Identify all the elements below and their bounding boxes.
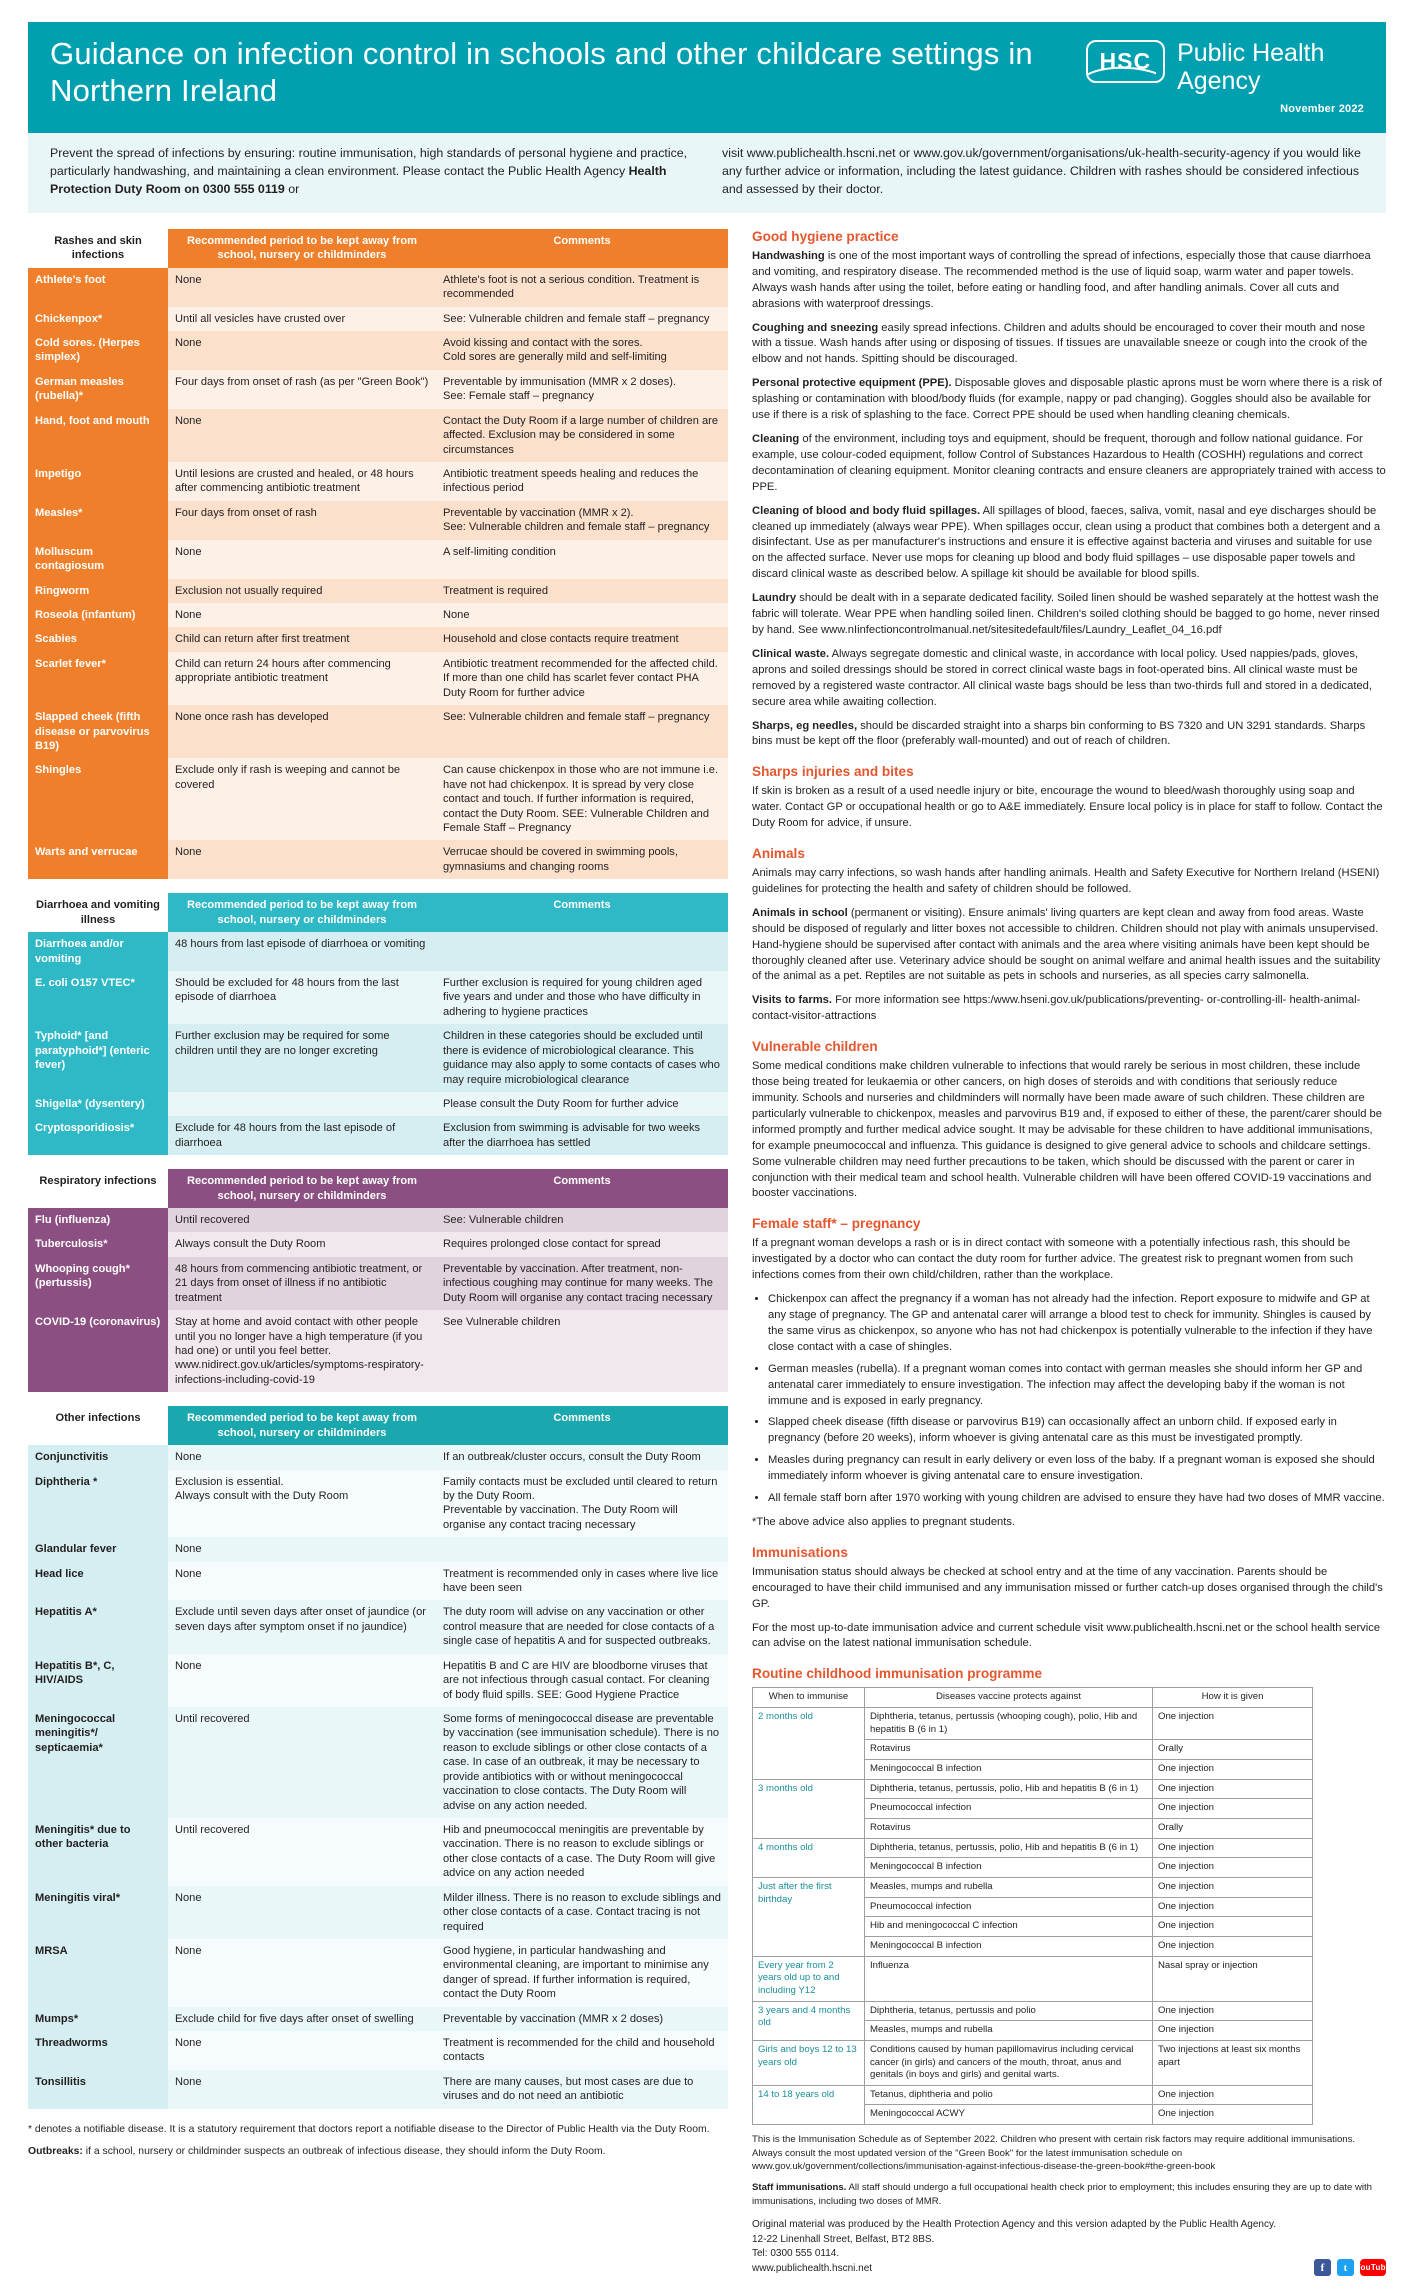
immunisation-column-header: How it is given bbox=[1153, 1688, 1313, 1708]
immunisation-disease: Rotavirus bbox=[865, 1740, 1153, 1760]
paragraph-lead: Animals in school bbox=[752, 906, 848, 919]
guidance-bullet-list bbox=[752, 1292, 1386, 1507]
section-title: Diarrhoea and vomiting illness bbox=[36, 899, 160, 926]
immunisation-disease: Measles, mumps and rubella bbox=[865, 1877, 1153, 1897]
condition-name: MRSA bbox=[28, 1939, 168, 2007]
table-row bbox=[28, 1257, 728, 1310]
table-row bbox=[28, 627, 728, 651]
social-links bbox=[1314, 2259, 1391, 2276]
immunisation-route: One injection bbox=[1153, 1779, 1313, 1799]
table-row bbox=[28, 1310, 728, 1392]
paragraph-lead: Cleaning bbox=[752, 433, 800, 446]
immunisation-disease: Diphtheria, tetanus, pertussis, polio, Hib and hepatitis B (6 in 1) bbox=[865, 1838, 1153, 1858]
immunisation-disease: Diphtheria, tetanus, pertussis (whooping cough), polio, Hib and hepatitis B (6 in 1) bbox=[865, 1708, 1153, 1740]
condition-name: Head lice bbox=[28, 1562, 168, 1601]
section-title: Respiratory infections bbox=[39, 1175, 157, 1188]
condition-name: Scarlet fever* bbox=[28, 652, 168, 705]
immunisation-route: One injection bbox=[1153, 1897, 1313, 1917]
table-row bbox=[28, 2007, 728, 2031]
comments: Preventable by immunisation (MMR x 2 doses). See: Female staff – pregnancy bbox=[436, 370, 728, 409]
list-item: • Slapped cheek disease (fifth disease or parvovirus B19) can occasionally affect an unborn child. If exposed early in pregnancy (before 20 weeks), inform whoever is giving antenatal care as this must be investigated promptly. bbox=[768, 1415, 1386, 1447]
table-row bbox=[28, 1886, 728, 1939]
staff-immunisations bbox=[752, 2181, 1386, 2208]
comments: Antibiotic treatment recommended for the affected child. If more than one child has scarlet fever contact PHA Duty Room for further advice bbox=[436, 652, 728, 705]
immunisation-age: 2 months old bbox=[753, 1708, 865, 1780]
immunisation-age: 14 to 18 years old bbox=[753, 2085, 865, 2124]
comments: Children in these categories should be excluded until there is evidence of microbiological clearance. This guidance may also apply to some contacts of cases who may require microbiological clearance bbox=[436, 1024, 728, 1092]
immunisation-disease: Rotavirus bbox=[865, 1818, 1153, 1838]
comments: A self-limiting condition bbox=[436, 540, 728, 579]
conditions-table-diarrhoea bbox=[28, 893, 728, 1155]
condition-name: Chickenpox* bbox=[28, 307, 168, 331]
conditions-table-rashes bbox=[28, 229, 728, 879]
condition-name: Conjunctivitis bbox=[28, 1445, 168, 1469]
immunisation-route: Orally bbox=[1153, 1740, 1313, 1760]
immunisation-route: One injection bbox=[1153, 1877, 1313, 1897]
guidance-section-title: Good hygiene practice bbox=[752, 228, 899, 244]
staff-immunisations-label: Staff immunisations. bbox=[752, 2182, 847, 2194]
guidance-paragraph: For the most up-to-date immunisation advice and current schedule visit www.publichealth.hscni.net or the school health service can advise on the latest national immunisation schedule. bbox=[752, 1621, 1381, 1650]
table-row bbox=[28, 540, 728, 579]
exclusion-period: None bbox=[168, 331, 436, 370]
paragraph-lead: Sharps, eg needles, bbox=[752, 719, 858, 732]
comments: Preventable by vaccination. After treatment, non-infectious coughing may continue for many weeks. The Duty Room will organise any contact tracing necessary bbox=[436, 1257, 728, 1310]
exclusion-period: Four days from onset of rash (as per "Green Book") bbox=[168, 370, 436, 409]
guidance-section-title: Female staff* – pregnancy bbox=[752, 1216, 921, 1232]
condition-name: Molluscum contagiosum bbox=[28, 540, 168, 579]
exclusion-period: None bbox=[168, 2031, 436, 2070]
column-header: Recommended period to be kept away from school, nursery or childminders bbox=[168, 1169, 436, 1208]
immunisation-row bbox=[753, 1877, 1313, 1897]
condition-name: Whooping cough* (pertussis) bbox=[28, 1257, 168, 1310]
table-header-row bbox=[28, 1169, 728, 1208]
comments: See: Vulnerable children and female staff – pregnancy bbox=[436, 307, 728, 331]
paragraph-lead: Visits to farms. bbox=[752, 994, 833, 1007]
comments bbox=[436, 932, 728, 971]
guidance-paragraph: Animals may carry infections, so wash hands after handling animals. Health and Safety Executive for Northern Ireland (HSENI) guidelines for protecting the health and safety of children should be followed. bbox=[752, 867, 1380, 895]
condition-name: Tonsillitis bbox=[28, 2070, 168, 2109]
exclusion-period: Exclude for 48 hours from the last episode of diarrhoea bbox=[168, 1116, 436, 1155]
table-block-other bbox=[28, 1406, 728, 2108]
immunisation-disease: Hib and meningococcal C infection bbox=[865, 1917, 1153, 1937]
table-header-row bbox=[28, 1406, 728, 1445]
table-row bbox=[28, 2031, 728, 2070]
condition-name: Threadworms bbox=[28, 2031, 168, 2070]
immunisation-row bbox=[753, 1838, 1313, 1858]
immunisation-disease: Pneumococcal infection bbox=[865, 1799, 1153, 1819]
table-row bbox=[28, 1024, 728, 1092]
condition-name: Shingles bbox=[28, 758, 168, 840]
guidance-footnote: *The above advice also applies to pregnant students. bbox=[752, 1515, 1016, 1528]
comments: Some forms of meningococcal disease are preventable by vaccination (see immunisation schedule). There is no reason to exclude siblings or other close contacts of a case. In case of an outbreak, it may be necessary to provide antibiotics with or without meningococcal vaccination to close contacts. The Duty Room will advise on any action needed. bbox=[436, 1707, 728, 1818]
table-row bbox=[28, 758, 728, 840]
exclusion-period: Exclude until seven days after onset of jaundice (or seven days after symptom onset if no jaundice) bbox=[168, 1600, 436, 1653]
exclusion-period: None bbox=[168, 1537, 436, 1561]
condition-name: Measles* bbox=[28, 501, 168, 540]
condition-name: Impetigo bbox=[28, 462, 168, 501]
staff-immunisations-text: All staff should undergo a full occupational health check prior to employment; this includes ensuring they are up to date with immunisations, including two doses of MMR. bbox=[752, 2182, 1373, 2207]
condition-name: Mumps* bbox=[28, 2007, 168, 2031]
table-row bbox=[28, 501, 728, 540]
immunisation-age: Girls and boys 12 to 13 years old bbox=[753, 2040, 865, 2085]
condition-name: Hand, foot and mouth bbox=[28, 409, 168, 462]
comments: Good hygiene, in particular handwashing and environmental cleaning, are important to minimise any danger of spread. If further information is required, contact the Duty Room bbox=[436, 1939, 728, 2007]
condition-name: Diphtheria * bbox=[28, 1470, 168, 1538]
paragraph-lead: Clinical waste. bbox=[752, 647, 830, 660]
table-row bbox=[28, 1232, 728, 1256]
immunisation-disease: Diphtheria, tetanus, pertussis, polio, Hib and hepatitis B (6 in 1) bbox=[865, 1779, 1153, 1799]
column-header: Recommended period to be kept away from school, nursery or childminders bbox=[168, 1406, 436, 1445]
immunisation-programme-title: Routine childhood immunisation programme bbox=[752, 1666, 1043, 1682]
table-row bbox=[28, 1654, 728, 1707]
exclusion-period: None bbox=[168, 2070, 436, 2109]
table-block-diarrhoea bbox=[28, 893, 728, 1155]
comments: Athlete's foot is not a serious condition. Treatment is recommended bbox=[436, 268, 728, 307]
condition-name: Slapped cheek (fifth disease or parvovirus B19) bbox=[28, 705, 168, 758]
condition-name: Warts and verrucae bbox=[28, 840, 168, 879]
immunisation-age: Every year from 2 years old up to and including Y12 bbox=[753, 1956, 865, 2001]
youtube-icon[interactable]: YouTube bbox=[1360, 2259, 1386, 2276]
section-title: Other infections bbox=[55, 1412, 141, 1425]
comments: Further exclusion is required for young children aged five years and under and those who have difficulty in adhering to hygiene practices bbox=[436, 971, 728, 1024]
immunisation-route: One injection bbox=[1153, 2105, 1313, 2125]
comments bbox=[436, 1537, 728, 1561]
table-row bbox=[28, 1116, 728, 1155]
exclusion-period: None bbox=[168, 268, 436, 307]
table-row bbox=[28, 932, 728, 971]
exclusion-period: Child can return after first treatment bbox=[168, 627, 436, 651]
immunisation-disease: Meningococcal B infection bbox=[865, 1936, 1153, 1956]
immunisation-disease: Conditions caused by human papillomavirus including cervical cancer (in girls) and cancers of the mouth, throat, anus and genitals (in boys and girls) and genital warts. bbox=[865, 2040, 1153, 2085]
immunisation-disease: Measles, mumps and rubella bbox=[865, 2021, 1153, 2041]
exclusion-period: None bbox=[168, 840, 436, 879]
table-row bbox=[28, 603, 728, 627]
immunisation-route: One injection bbox=[1153, 2085, 1313, 2105]
table-row bbox=[28, 840, 728, 879]
table-row bbox=[28, 1818, 728, 1886]
page-header bbox=[28, 22, 1386, 133]
guidance-paragraph: Animals in school (permanent or visiting). Ensure animals' living quarters are kept clean and away from food areas. Waste should be disposed of regularly and litter boxes not accessible to children. Children should not play with animals unsupervised. Hand-hygiene should be supervised after contact with animals and the area where visiting animals have been kept should be thoroughly cleaned after use. Veterinary advice should be sought on animal welfare and animal health issues and the suitability of the animal as a pet. Reptiles are not suitable as pets in schools and nurseries, as all species carry salmonella. bbox=[752, 906, 1381, 983]
table-row bbox=[28, 971, 728, 1024]
footnote-outbreaks-label: Outbreaks: bbox=[28, 2146, 83, 2158]
exclusion-period: None bbox=[168, 603, 436, 627]
paragraph-lead: Laundry bbox=[752, 592, 797, 605]
column-header: Recommended period to be kept away from school, nursery or childminders bbox=[168, 229, 436, 268]
guidance-paragraph: Sharps, eg needles, should be discarded straight into a sharps bin conforming to BS 7320 and UN 3291 standards. Sharps bins must be kept off the floor (preferably wall-mounted) and out of reach of children. bbox=[752, 719, 1366, 748]
exclusion-period: Until recovered bbox=[168, 1818, 436, 1886]
exclusion-period: Exclude child for five days after onset of swelling bbox=[168, 2007, 436, 2031]
condition-name: Ringworm bbox=[28, 579, 168, 603]
intro-left: Prevent the spread of infections by ensuring: routine immunisation, high standards of personal hygiene and practice, particularly handwashing, and maintaining a clean environment. Please contact the Public Health Agency Health Protection Duty Room on 0300 555 0119 or bbox=[50, 146, 688, 196]
table-row bbox=[28, 1707, 728, 1818]
guidance-section-title: Animals bbox=[752, 846, 805, 862]
guidance-paragraph: Some medical conditions make children vulnerable to infections that would rarely be serious in most children, these include those being treated for leukaemia or other cancers, on high doses of steroids and with conditions that seriously reduce immunity. Schools and nurseries and childminders will normally have been made aware of such children. These children are particularly vulnerable to chickenpox, measles and parvovirus B19 and, if exposed to either of these, the parent/carer should be informed promptly and further medical advice sought. It may be advisable for these children to have additional immunisations, for example pneumococcal and influenza. This guidance is designed to give general advice to schools and childcare settings. Some vulnerable children may need further precautions to be taken, which should be discussed with the parent or carer in conjunction with their medical team and school health. Vulnerable children will have been offered COVID-19 vaccinations and booster vaccinations. bbox=[752, 1060, 1382, 1200]
table-row bbox=[28, 307, 728, 331]
guidance-paragraph: If a pregnant woman develops a rash or is in direct contact with someone with a potentially infectious rash, this should be investigated by a doctor who can contact the duty room for further advice. The greatest risk to pregnant women from such infections comes from their own child/children, rather than the workplace. bbox=[752, 1237, 1354, 1282]
table-row bbox=[28, 462, 728, 501]
immunisation-row bbox=[753, 2040, 1313, 2085]
table-row bbox=[28, 331, 728, 370]
immunisation-disease: Meningococcal B infection bbox=[865, 1760, 1153, 1780]
exclusion-period: Child can return 24 hours after commencing appropriate antibiotic treatment bbox=[168, 652, 436, 705]
guidance-column bbox=[752, 228, 1391, 2276]
exclusion-period: Until lesions are crusted and healed, or 48 hours after commencing antibiotic treatment bbox=[168, 462, 436, 501]
condition-name: Roseola (infantum) bbox=[28, 603, 168, 627]
org-name: Public Health Agency bbox=[1177, 39, 1325, 95]
immunisation-route: One injection bbox=[1153, 1760, 1313, 1780]
table-block-rashes bbox=[28, 229, 728, 879]
condition-name: Tuberculosis* bbox=[28, 1232, 168, 1256]
exclusion-period: None bbox=[168, 540, 436, 579]
tables-column bbox=[28, 229, 728, 2160]
conditions-table-respiratory bbox=[28, 1169, 728, 1392]
comments: The duty room will advise on any vaccination or other control measure that are needed for close contacts of a single case of hepatitis A and for suspected outbreaks. bbox=[436, 1600, 728, 1653]
table-row bbox=[28, 2070, 728, 2109]
exclusion-period: None bbox=[168, 1939, 436, 2007]
immunisation-route: One injection bbox=[1153, 1917, 1313, 1937]
guidance-paragraph: If skin is broken as a result of a used needle injury or bite, encourage the wound to bleed/wash thoroughly using soap and water. Contact GP or occupational health or go to A&E immediately. Ensure local policy is in place for staff to follow. Contact the Duty Room for advice, if unsure. bbox=[752, 785, 1383, 830]
comments: Can cause chickenpox in those who are not immune i.e. have not had chickenpox. It is spread by very close contact and touch. If further information is required, contact the Duty Room. SEE: Vulnerable Children and Female Staff – Pregnancy bbox=[436, 758, 728, 840]
condition-name: Meningococcal meningitis*/ septicaemia* bbox=[28, 1707, 168, 1818]
condition-name: COVID-19 (coronavirus) bbox=[28, 1310, 168, 1392]
footnote-outbreaks-text: if a school, nursery or childminder suspects an outbreak of infectious disease, they should inform the Duty Room. bbox=[82, 2146, 606, 2158]
column-header: Recommended period to be kept away from school, nursery or childminders bbox=[168, 893, 436, 932]
exclusion-period: Further exclusion may be required for some children until they are no longer excreting bbox=[168, 1024, 436, 1092]
immunisation-disease: Pneumococcal infection bbox=[865, 1897, 1153, 1917]
immunisation-route: One injection bbox=[1153, 1799, 1313, 1819]
table-row bbox=[28, 370, 728, 409]
comments: Hib and pneumococcal meningitis are preventable by vaccination. There is no reason to exclude siblings or other close contacts of a case. The Duty Room will give advice on any action needed bbox=[436, 1818, 728, 1886]
exclusion-period: None once rash has developed bbox=[168, 705, 436, 758]
paragraph-lead: Handwashing bbox=[752, 249, 825, 262]
immunisation-disease: Meningococcal B infection bbox=[865, 1858, 1153, 1878]
comments: Preventable by vaccination (MMR x 2). See: Vulnerable children and female staff – pregnancy bbox=[436, 501, 728, 540]
guidance-paragraph: Clinical waste. Always segregate domestic and clinical waste, in accordance with local policy. Used nappies/pads, gloves, aprons and soiled dressings should be stored in correct clinical waste bags in foot-operated bins. All clinical waste must be removed by a registered waste contractor. All clinical waste bags should be less than two-thirds full and stored in a dedicated, secure area while awaiting collection. bbox=[752, 647, 1372, 708]
table-row bbox=[28, 1562, 728, 1601]
pha-branding bbox=[1086, 36, 1365, 115]
immunisation-row bbox=[753, 2001, 1313, 2021]
comments: See: Vulnerable children and female staff – pregnancy bbox=[436, 705, 728, 758]
hsc-logo-text: HSC bbox=[1099, 48, 1152, 74]
condition-name: Hepatitis B*, C, HIV/AIDS bbox=[28, 1654, 168, 1707]
guidance-paragraph: Handwashing is one of the most important ways of controlling the spread of infections, especially those that cause diarrhoea and vomiting, and respiratory disease. The recommended method is the use of liquid soap, warm water and paper towels. Always wash hands after using the toilet, before eating or handling food, and after handling animals. Cover all cuts and abrasions with waterproof dressings. bbox=[752, 249, 1371, 310]
column-header: Comments bbox=[436, 893, 728, 932]
exclusion-period: Stay at home and avoid contact with other people until you no longer have a high temperature (if you had one) or until you feel better. www.nidirect.gov.uk/articles/symptoms-respiratory-infections-including-covid-19 bbox=[168, 1310, 436, 1392]
immunisation-route: One injection bbox=[1153, 1838, 1313, 1858]
comments: Verrucae should be covered in swimming pools, gymnasiums and changing rooms bbox=[436, 840, 728, 879]
condition-name: E. coli O157 VTEC* bbox=[28, 971, 168, 1024]
condition-name: Hepatitis A* bbox=[28, 1600, 168, 1653]
table-row bbox=[28, 268, 728, 307]
comments: Requires prolonged close contact for spread bbox=[436, 1232, 728, 1256]
page-title: Guidance on infection control in schools and other childcare settings in Northern Ireland bbox=[50, 36, 1033, 108]
section-title: Rashes and skin infections bbox=[54, 234, 142, 262]
table-block-respiratory bbox=[28, 1169, 728, 1392]
table-row bbox=[28, 1445, 728, 1469]
condition-name: Glandular fever bbox=[28, 1537, 168, 1561]
immunisation-disease: Meningococcal ACWY bbox=[865, 2105, 1153, 2125]
comments: Hepatitis B and C are HIV are bloodborne viruses that are not infectious through casual contact. For cleaning of body fluid spills. SEE: Good Hygiene Practice bbox=[436, 1654, 728, 1707]
table-row bbox=[28, 1092, 728, 1116]
list-item: • Measles during pregnancy can result in early delivery or even loss of the baby. If a pregnant woman is exposed she should immediately inform whoever is giving antenatal care to ensure investigation. bbox=[768, 1453, 1386, 1485]
immunisation-age: 3 years and 4 months old bbox=[753, 2001, 865, 2040]
paragraph-lead: Coughing and sneezing bbox=[752, 321, 879, 334]
exclusion-period: Exclusion is essential. Always consult with the Duty Room bbox=[168, 1470, 436, 1538]
immunisation-disease: Diphtheria, tetanus, pertussis and polio bbox=[865, 2001, 1153, 2021]
exclusion-period: None bbox=[168, 1445, 436, 1469]
comments: Treatment is recommended only in cases where live lice have been seen bbox=[436, 1562, 728, 1601]
guidance-paragraph: Personal protective equipment (PPE). Disposable gloves and disposable plastic aprons must be worn where there is a risk of splashing or contamination with blood/body fluids (for example, nappy or pad changing). Goggles should also be available for use if there is a risk of splashing to the face. Correct PPE should be used when handling cleaning chemicals. bbox=[752, 377, 1382, 422]
immunisation-route: One injection bbox=[1153, 1936, 1313, 1956]
exclusion-period: Four days from onset of rash bbox=[168, 501, 436, 540]
immunisation-table-wrap bbox=[752, 1687, 1386, 2125]
column-header: Comments bbox=[436, 229, 728, 268]
guidance-section-title: Immunisations bbox=[752, 1544, 848, 1560]
comments: Antibiotic treatment speeds healing and reduces the infectious period bbox=[436, 462, 728, 501]
exclusion-period: Until recovered bbox=[168, 1707, 436, 1818]
exclusion-period: Exclude only if rash is weeping and cannot be covered bbox=[168, 758, 436, 840]
list-item: • All female staff born after 1970 working with young children are advised to ensure they have had two doses of MMR vaccine. bbox=[768, 1491, 1386, 1507]
table-row bbox=[28, 1470, 728, 1538]
twitter-icon[interactable]: t bbox=[1337, 2259, 1354, 2276]
exclusion-period: None bbox=[168, 1886, 436, 1939]
facebook-icon[interactable]: f bbox=[1314, 2259, 1331, 2276]
exclusion-period: 48 hours from last episode of diarrhoea or vomiting bbox=[168, 932, 436, 971]
comments: Household and close contacts require treatment bbox=[436, 627, 728, 651]
guidance-section-title: Vulnerable children bbox=[752, 1039, 878, 1055]
immunisation-row bbox=[753, 1956, 1313, 2001]
comments: See: Vulnerable children bbox=[436, 1208, 728, 1232]
immunisation-route: One injection bbox=[1153, 2021, 1313, 2041]
comments: Avoid kissing and contact with the sores. Cold sores are generally mild and self-limiting bbox=[436, 331, 728, 370]
exclusion-period: None bbox=[168, 1654, 436, 1707]
column-header: Comments bbox=[436, 1169, 728, 1208]
table-row bbox=[28, 1537, 728, 1561]
exclusion-period: Should be excluded for 48 hours from the last episode of diarrhoea bbox=[168, 971, 436, 1024]
immunisation-column-header: Diseases vaccine protects against bbox=[865, 1688, 1153, 1708]
comments: Contact the Duty Room if a large number of children are affected. Exclusion may be considered in some circumstances bbox=[436, 409, 728, 462]
immunisation-age: 3 months old bbox=[753, 1779, 865, 1838]
immunisation-row bbox=[753, 2085, 1313, 2105]
list-item: • German measles (rubella). If a pregnant woman comes into contact with german measles she should inform her GP and antenatal carer immediately to ensure investigation. The infection may affect the developing baby if the woman is not immune and is exposed in early pregnancy. bbox=[768, 1362, 1386, 1410]
exclusion-period: Always consult the Duty Room bbox=[168, 1232, 436, 1256]
table-row bbox=[28, 1939, 728, 2007]
guidance-paragraph: Immunisation status should always be checked at school entry and at the time of any vaccination. Parents should be encouraged to have their child immunised and any immunisation missed or further catch-up doses organised through the child's GP. bbox=[752, 1565, 1383, 1610]
condition-name: Diarrhoea and/or vomiting bbox=[28, 932, 168, 971]
condition-name: Flu (influenza) bbox=[28, 1208, 168, 1232]
intro-right: visit www.publichealth.hscni.net or www.gov.uk/government/organisations/uk-health-security-agency if you would like any further advice or information, including the latest guidance. Children with rashes should be considered infectious and assessed by their doctor. bbox=[722, 146, 1361, 196]
publication-date: November 2022 bbox=[1280, 103, 1364, 115]
immunisation-column-header: When to immunise bbox=[753, 1688, 865, 1708]
comments: See Vulnerable children bbox=[436, 1310, 728, 1392]
guidance-paragraph: Visits to farms. For more information see https:/www.hseni.gov.uk/publications/preventing- or-controlling-ill- health-animal- contact-visitor-attractions bbox=[752, 994, 1361, 1023]
immunisation-table bbox=[752, 1687, 1313, 2125]
table-row bbox=[28, 652, 728, 705]
guidance-paragraph: Coughing and sneezing easily spread infections. Children and adults should be encouraged to cover their mouth and nose with a tissue. Wash hands after using or disposing of tissues. If tissues are unavailable sneeze or cough into the crook of the elbow and not hands. Spitting should be discouraged. bbox=[752, 321, 1368, 366]
list-item: • Chickenpox can affect the pregnancy if a woman has not already had the infection. Report exposure to midwife and GP at any stage of pregnancy. The GP and antenatal carer will arrange a blood test to check for immunity. Shingles is caused by the same virus as chickenpox, so anyone who has not had chickenpox is potentially vulnerable to the infection if they have close contact with a case of shingles. bbox=[768, 1292, 1386, 1356]
table-row bbox=[28, 409, 728, 462]
immunisation-route: One injection bbox=[1153, 1708, 1313, 1740]
guidance-paragraph: Cleaning of blood and body fluid spillages. All spillages of blood, faeces, saliva, vomit, nasal and eye discharges should be cleaned up immediately (always wear PPE). When spillages occur, clean using a product that combines both a detergent and a disinfectant. Use as per manufacturer's instructions and ensure it is effective against bacteria and viruses and suitable for use on the affected surface. Never use mops for cleaning up blood and body fluid spillages – use disposable paper towels and discard clinical waste as described below. A spillage kit should be available for blood spills. bbox=[752, 504, 1381, 581]
table-row bbox=[28, 1600, 728, 1653]
footnote-outbreaks bbox=[28, 2145, 728, 2160]
condition-name: German measles (rubella)* bbox=[28, 370, 168, 409]
immunisation-route: Orally bbox=[1153, 1818, 1313, 1838]
comments: Milder illness. There is no reason to exclude siblings and other close contacts of a case. Contact tracing is not required bbox=[436, 1886, 728, 1939]
immunisation-note: This is the Immunisation Schedule as of September 2022. Children who present with certain risk factors may require additional immunisations. Always consult the most updated version of the "Green Book" for the latest immunisation schedule on www.gov.uk/government/collections/immunisation-against-infectious-disease-the-green-book#the-green-book bbox=[752, 2134, 1356, 2172]
exclusion-period: None bbox=[168, 1562, 436, 1601]
table-row bbox=[28, 1208, 728, 1232]
comments: Preventable by vaccination (MMR x 2 doses) bbox=[436, 2007, 728, 2031]
comments: Treatment is recommended for the child and household contacts bbox=[436, 2031, 728, 2070]
condition-name: Shigella* (dysentery) bbox=[28, 1092, 168, 1116]
hsc-logo bbox=[1086, 40, 1166, 83]
immunisation-row bbox=[753, 1779, 1313, 1799]
guidance-paragraph: Laundry should be dealt with in a separate dedicated facility. Soiled linen should be washed separately at the hottest wash the fabric will tolerate. Wear PPE when handling soiled linen. Children's soiled clothing should be bagged to go home, never rinsed by hand. See www.nIinfectioncontrolmanual.net/sitesitedefault/files/Laundry_Leaflet_04_16.pdf bbox=[752, 592, 1380, 636]
exclusion-period: Exclusion not usually required bbox=[168, 579, 436, 603]
condition-name: Typhoid* [and paratyphoid*] (enteric fever) bbox=[28, 1024, 168, 1092]
condition-name: Meningitis viral* bbox=[28, 1886, 168, 1939]
condition-name: Athlete's foot bbox=[28, 268, 168, 307]
table-row bbox=[28, 579, 728, 603]
condition-name: Cold sores. (Herpes simplex) bbox=[28, 331, 168, 370]
credits: Original material was produced by the Health Protection Agency and this version adapted by the Public Health Agency. 12-22 Linenhall Street, Belfast, BT2 8BS. Tel: 0300 555 0114. www.publichealth.hscni.net bbox=[752, 2219, 1277, 2274]
exclusion-period: Until all vesicles have crusted over bbox=[168, 307, 436, 331]
footnote-notifiable: * denotes a notifiable disease. It is a statutory requirement that doctors report a notifiable disease to the Director of Public Health via the Duty Room. bbox=[28, 2123, 710, 2135]
exclusion-period bbox=[168, 1092, 436, 1116]
exclusion-period: 48 hours from commencing antibiotic treatment, or 21 days from onset of illness if no antibiotic treatment bbox=[168, 1257, 436, 1310]
immunisation-age: 4 months old bbox=[753, 1838, 865, 1877]
immunisation-route: Two injections at least six months apart bbox=[1153, 2040, 1313, 2085]
conditions-table-other bbox=[28, 1406, 728, 2108]
immunisation-disease: Influenza bbox=[865, 1956, 1153, 2001]
immunisation-route: One injection bbox=[1153, 1858, 1313, 1878]
paragraph-lead: Personal protective equipment (PPE). bbox=[752, 377, 952, 390]
comments: Please consult the Duty Room for further advice bbox=[436, 1092, 728, 1116]
comments: If an outbreak/cluster occurs, consult the Duty Room bbox=[436, 1445, 728, 1469]
guidance-paragraph: Cleaning of the environment, including toys and equipment, should be frequent, thorough and follow national guidance. For example, use colour-coded equipment, follow Control of Substances Hazardous to Health (COSHH) regulations and correct decontamination of cleaning equipment. Monitor cleaning contracts and ensure cleaners are appropriately trained with access to PPE. bbox=[752, 433, 1386, 493]
exclusion-period: Until recovered bbox=[168, 1208, 436, 1232]
immunisation-route: One injection bbox=[1153, 2001, 1313, 2021]
comments: There are many causes, but most cases are due to viruses and do not need an antibiotic bbox=[436, 2070, 728, 2109]
column-header: Comments bbox=[436, 1406, 728, 1445]
table-row bbox=[28, 705, 728, 758]
table-header-row bbox=[28, 229, 728, 268]
guidance-section-title: Sharps injuries and bites bbox=[752, 764, 914, 780]
condition-name: Scabies bbox=[28, 627, 168, 651]
swoosh-icon bbox=[1088, 64, 1157, 76]
immunisation-route: Nasal spray or injection bbox=[1153, 1956, 1313, 2001]
condition-name: Cryptosporidiosis* bbox=[28, 1116, 168, 1155]
immunisation-row bbox=[753, 1708, 1313, 1740]
table-header-row bbox=[28, 893, 728, 932]
comments: Treatment is required bbox=[436, 579, 728, 603]
comments: Family contacts must be excluded until cleared to return by the Duty Room. Preventable by vaccination. The Duty Room will organise any contact tracing necessary bbox=[436, 1470, 728, 1538]
intro-banner bbox=[28, 133, 1386, 215]
exclusion-period: None bbox=[168, 409, 436, 462]
comments: Exclusion from swimming is advisable for two weeks after the diarrhoea has settled bbox=[436, 1116, 728, 1155]
paragraph-lead: Cleaning of blood and body fluid spillages. bbox=[752, 504, 981, 517]
condition-name: Meningitis* due to other bacteria bbox=[28, 1818, 168, 1886]
immunisation-age: Just after the first birthday bbox=[753, 1877, 865, 1956]
comments: None bbox=[436, 603, 728, 627]
immunisation-disease: Tetanus, diphtheria and polio bbox=[865, 2085, 1153, 2105]
